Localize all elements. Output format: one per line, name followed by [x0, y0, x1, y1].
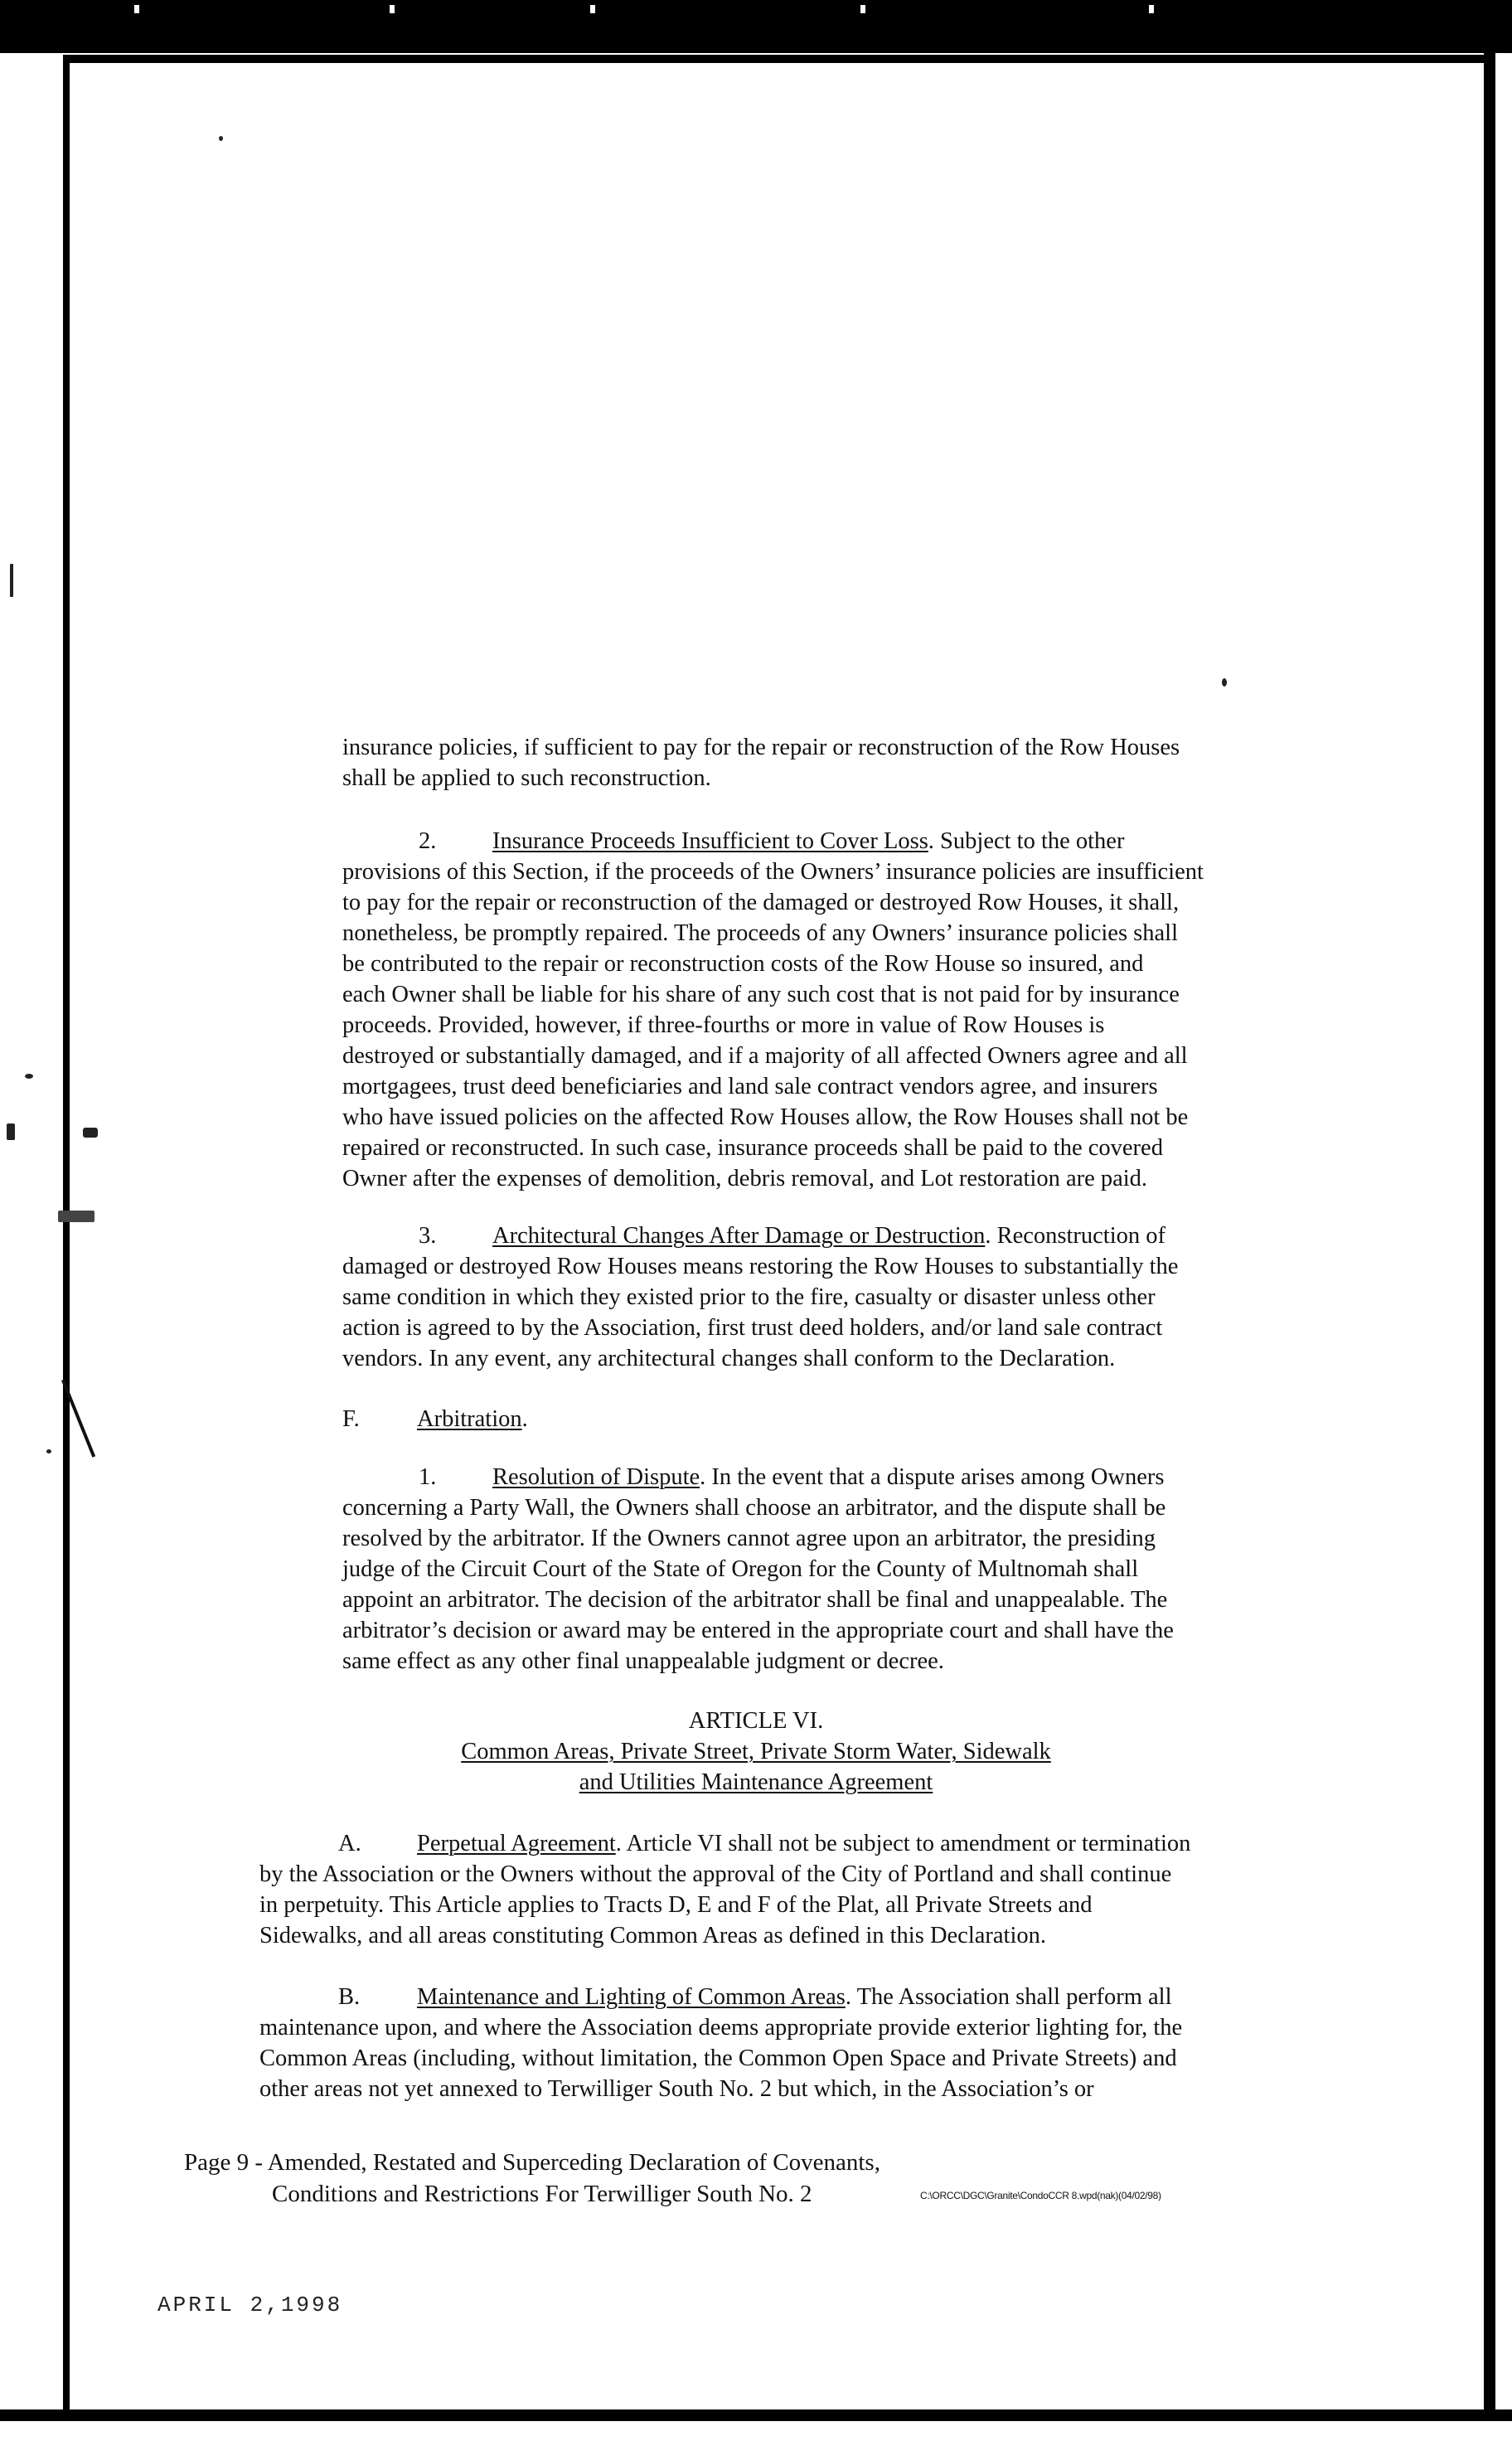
section-heading: Perpetual Agreement — [417, 1831, 616, 1856]
page-frame-left — [63, 63, 70, 2409]
body-line: mortgagees, trust deed beneficiaries and land sale contract vendors agree, and insurers — [342, 1074, 1158, 1099]
scan-speck — [58, 1211, 94, 1222]
page-frame-top — [63, 55, 1495, 63]
body-line: damaged or destroyed Row Houses means restoring the Row Houses to substantially the — [342, 1254, 1179, 1279]
heading-period: . — [521, 1406, 528, 1432]
page-frame-right — [1484, 50, 1495, 2409]
body-line: proceeds. Provided, however, if three-fourths or more in value of Row Houses is — [342, 1012, 1105, 1038]
section-letter: B. — [338, 1984, 361, 2010]
section-heading: Arbitration — [417, 1406, 522, 1432]
body-line: . Article VI shall not be subject to amendment or termination — [615, 1831, 1191, 1856]
subsection-heading: Insurance Proceeds Insufficient to Cover Loss — [492, 828, 928, 854]
scan-speck — [219, 136, 223, 141]
scan-artifact — [134, 5, 139, 13]
subsection-heading: Architectural Changes After Damage or Destruction — [492, 1223, 986, 1249]
body-line: in perpetuity. This Article applies to Tracts D, E and F of the Plat, all Private Streets and — [259, 1892, 1093, 1918]
scan-speck — [10, 564, 13, 597]
scan-top-border — [0, 0, 1512, 53]
body-line: action is agreed to by the Association, first trust deed holders, and/or land sale contract — [342, 1315, 1163, 1341]
body-line: by the Association or the Owners without the approval of the City of Portland and shall continue — [259, 1861, 1172, 1887]
body-line: Common Areas (including, without limitation, the Common Open Space and Private Streets) and — [259, 2045, 1177, 2071]
body-line: Sidewalks, and all areas constituting Common Areas as defined in this Declaration. — [259, 1923, 1046, 1948]
section-heading-line — [417, 1982, 1172, 2013]
scan-speck — [7, 1123, 15, 1140]
body-line: who have issued policies on the affected Row Houses allow, the Row Houses shall not be — [342, 1104, 1189, 1130]
body-line: judge of the Circuit Court of the State of Oregon for the County of Multnomah shall — [342, 1556, 1139, 1582]
body-line: repaired or reconstructed. In such case, insurance proceeds shall be paid to the covered — [342, 1135, 1163, 1161]
body-line: provisions of this Section, if the proceeds of the Owners’ insurance policies are insufficient — [342, 859, 1204, 885]
date-stamp: APRIL 2,1998 — [158, 2293, 343, 2317]
scan-artifact — [590, 5, 595, 13]
scan-speck — [46, 1449, 51, 1453]
body-line: same effect as any other final unappealable judgment or decree. — [342, 1648, 944, 1674]
footer-filepath: C:\ORCC\DGC\Granite\CondoCCR 8.wpd(nak)(04/02/98) — [920, 2190, 1161, 2201]
scan-speck — [25, 1074, 33, 1079]
body-line: maintenance upon, and where the Association deems appropriate provide exterior lighting for, the — [259, 2015, 1183, 2041]
body-line: arbitrator’s decision or award may be entered in the appropriate court and shall have the — [342, 1618, 1174, 1643]
article-title: ARTICLE VI. — [688, 1708, 824, 1734]
section-letter: A. — [338, 1831, 361, 1856]
body-line: . Subject to the other — [928, 828, 1125, 854]
section-number: 3. — [419, 1223, 437, 1249]
section-heading-line — [417, 1404, 528, 1435]
body-line: same condition in which they existed prior to the fire, casualty or disaster unless other — [342, 1284, 1156, 1310]
body-line: each Owner shall be liable for his share of any such cost that is not paid for by insurance — [342, 982, 1180, 1007]
body-line: insurance policies, if sufficient to pay for the repair or reconstruction of the Row Houses — [342, 735, 1180, 760]
page-frame-bottom — [0, 2409, 1512, 2421]
scan-bottom-strip — [0, 2421, 1512, 2441]
scan-artifact — [860, 5, 865, 13]
body-line: other areas not yet annexed to Terwilliger South No. 2 but which, in the Association’s or — [259, 2076, 1094, 2102]
body-line: destroyed or substantially damaged, and if a majority of all affected Owners agree and all — [342, 1043, 1188, 1069]
scan-speck — [83, 1128, 98, 1138]
article-subtitle-line-1 — [0, 1736, 1512, 1768]
body-line: to pay for the repair or reconstruction of the damaged or destroyed Row Houses, it shall, — [342, 890, 1180, 915]
scan-artifact — [1149, 5, 1154, 13]
body-line: nonetheless, be promptly repaired. The proceeds of any Owners’ insurance policies shall — [342, 920, 1178, 946]
body-line: . Reconstruction of — [985, 1223, 1166, 1249]
subsection-heading-line — [492, 826, 1124, 857]
subsection-heading: Resolution of Dispute — [492, 1464, 700, 1490]
footer-line-2: Conditions and Restrictions For Terwilliger South No. 2 — [272, 2181, 812, 2207]
body-line: shall be applied to such reconstruction. — [342, 765, 711, 791]
body-line: Owner after the expenses of demolition, debris removal, and Lot restoration are paid. — [342, 1166, 1148, 1191]
body-line: resolved by the arbitrator. If the Owners cannot agree upon an arbitrator, the presiding — [342, 1526, 1156, 1551]
body-line: . In the event that a dispute arises among Owners — [700, 1464, 1165, 1490]
article-subtitle: Common Areas, Private Street, Private Storm Water, Sidewalk — [461, 1739, 1051, 1764]
article-subtitle: and Utilities Maintenance Agreement — [579, 1769, 933, 1795]
section-letter: F. — [342, 1406, 360, 1432]
section-heading: Maintenance and Lighting of Common Areas — [417, 1984, 846, 2010]
body-line: vendors. In any event, any architectural changes shall conform to the Declaration. — [342, 1346, 1116, 1371]
body-line: concerning a Party Wall, the Owners shall choose an arbitrator, and the dispute shall be — [342, 1495, 1166, 1521]
scan-speck — [1222, 678, 1227, 687]
footer-line-1: Page 9 - Amended, Restated and Superceding Declaration of Covenants, — [184, 2149, 880, 2176]
article-subtitle-line-2 — [0, 1767, 1512, 1798]
body-line: . The Association shall perform all — [845, 1984, 1172, 2010]
body-line: be contributed to the repair or reconstruction costs of the Row House so insured, and — [342, 951, 1144, 977]
subsection-heading-line — [492, 1462, 1165, 1493]
scan-artifact — [390, 5, 395, 13]
subsection-heading-line — [492, 1220, 1166, 1252]
section-number: 2. — [419, 828, 437, 854]
section-heading-line — [417, 1828, 1190, 1860]
body-line: appoint an arbitrator. The decision of the arbitrator shall be final and unappealable. The — [342, 1587, 1168, 1613]
section-number: 1. — [419, 1464, 437, 1490]
